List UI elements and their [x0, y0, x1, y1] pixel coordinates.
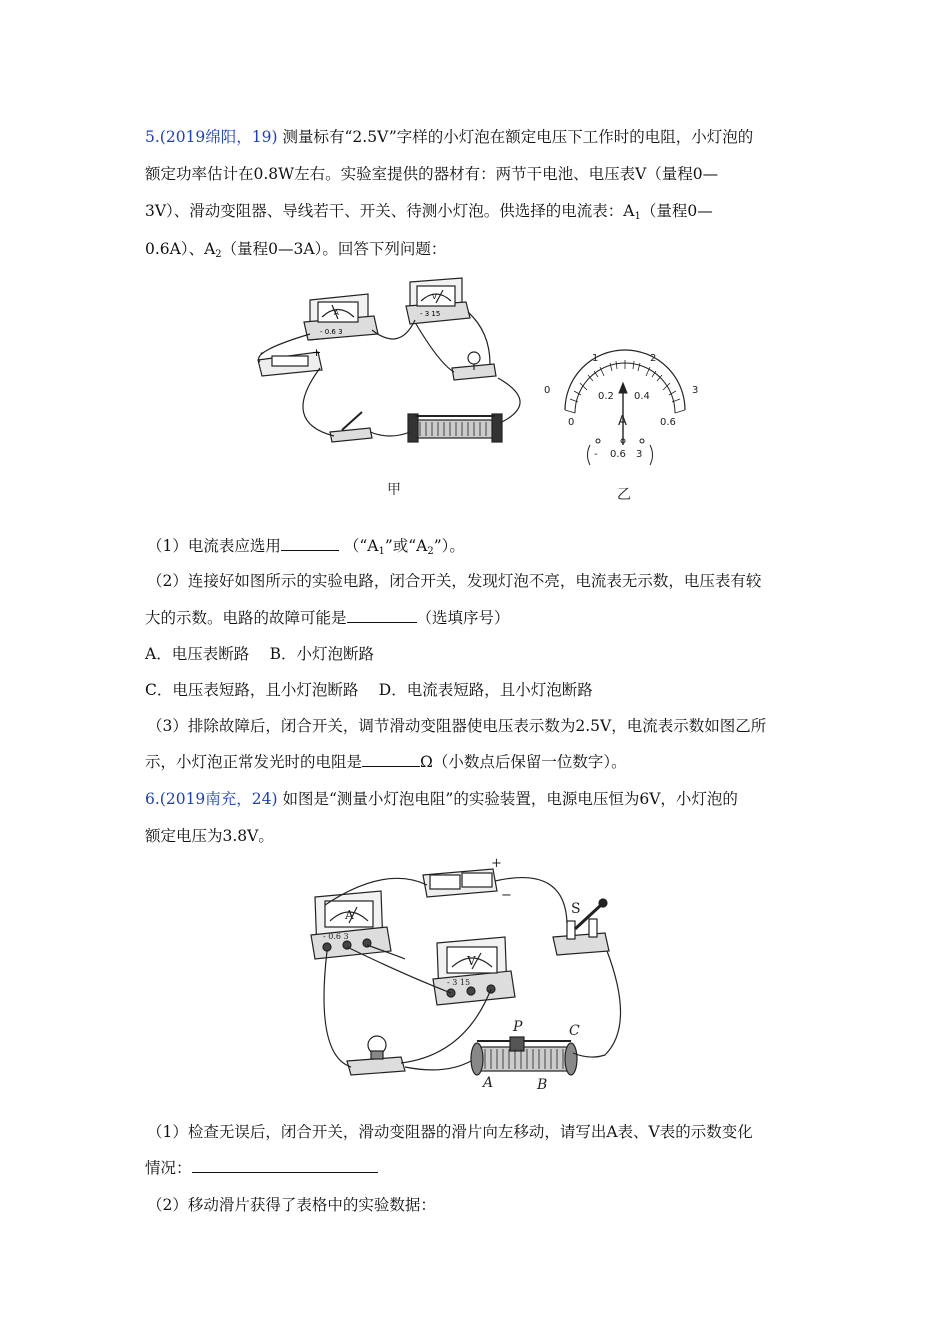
meter-top-1: 1 — [592, 353, 599, 364]
q5-voltmeter-terminals: - 3 15 — [420, 310, 441, 318]
q6-sub1-text: 情况： — [145, 1159, 192, 1177]
q6-voltmeter — [433, 937, 515, 1005]
q5-fig-caption-right: 乙 — [617, 487, 631, 503]
meter-bottom-0: 0 — [568, 417, 575, 428]
q5-sub1-sub1: 1 — [378, 546, 385, 557]
q5-sub1-text: （1）电流表应选用 — [147, 537, 281, 555]
meter-bottom-04: 0.4 — [634, 391, 650, 402]
q5-battery-plus: + — [312, 346, 322, 359]
q5-meter-dial — [530, 345, 710, 475]
q5-sub2-hint: （选填序号） — [416, 609, 510, 627]
q6-sub1-line2 — [145, 1158, 378, 1178]
q5-sub1 — [147, 536, 465, 562]
q6-B-label: B — [537, 1077, 548, 1093]
q6-battery — [423, 869, 497, 897]
q5-sub3-line2 — [145, 752, 627, 772]
q6-apparatus-figure — [305, 855, 635, 1095]
q5-line4 — [145, 239, 446, 265]
q6-switch — [553, 899, 609, 955]
q5-sub-a1: 1 — [634, 211, 641, 222]
q5-sub2-line1: （2）连接好如图所示的实验电路，闭合开关，发现灯泡不亮，电流表无示数，电压表有较 — [147, 572, 762, 590]
q5-sub3-hint: Ω（小数点后保留一位数字）。 — [420, 753, 627, 771]
q6-voltmeter-terminals: - 3 15 — [447, 978, 471, 987]
q5-sub1-sub2: 2 — [427, 546, 434, 557]
meter-unit: A — [618, 414, 627, 429]
q5-ammeter-terminals: - 0.6 3 — [320, 328, 343, 336]
q5-circuit-figure — [240, 272, 530, 452]
q6-voltmeter-label: V — [467, 954, 476, 968]
q5-ammeter-label: A — [334, 309, 339, 317]
q5-sub2-answer-blank[interactable] — [347, 608, 417, 623]
q5-options-cd: C．电压表短路，且小灯泡断路 D．电流表短路，且小灯泡断路 — [145, 681, 593, 699]
q6-ammeter-label: A — [345, 908, 354, 922]
q5-sub3-text: 示，小灯泡正常发光时的电阻是 — [145, 753, 363, 771]
q5-line2: 额定功率估计在0.8W左右。实验室提供的器材有：两节干电池、电压表V（量程0— — [145, 165, 719, 183]
q5-sub-a2: 2 — [215, 249, 222, 260]
q5-rheostat — [408, 414, 502, 442]
q5-battery-minus: - — [260, 346, 264, 359]
q5-line1 — [145, 127, 753, 147]
q6-minus-label: − — [501, 888, 512, 903]
meter-top-2: 2 — [650, 353, 657, 364]
q5-source: (2019绵阳，19) — [159, 128, 278, 146]
q5-sub1-hint-a: （“A — [343, 537, 379, 555]
meter-zero-label: 0 — [544, 385, 551, 396]
q5-voltmeter-label: V — [432, 293, 437, 301]
q6-sub2: （2）移动滑片获得了表格中的实验数据： — [147, 1196, 436, 1214]
q5-sub1-answer-blank[interactable] — [281, 536, 339, 551]
q6-A-label: A — [483, 1075, 494, 1091]
meter-top-3: 3 — [692, 385, 699, 396]
q6-number: 6. — [145, 790, 160, 808]
meter-terminal-06: 0.6 — [610, 449, 626, 460]
q6-sub1-answer-blank[interactable] — [192, 1158, 378, 1173]
q5-fig-caption-left: 甲 — [387, 482, 401, 498]
q6-rheostat — [471, 1037, 577, 1075]
q5-sub3-line1: （3）排除故障后，闭合开关，调节滑动变阻器使电压表示数为2.5V，电流表示数如图乙所 — [147, 717, 767, 735]
q6-line1 — [145, 789, 738, 809]
q5-number: 5. — [145, 128, 160, 146]
q5-switch — [330, 412, 372, 442]
q5-sub2-line2 — [145, 608, 510, 628]
meter-bottom-06: 0.6 — [660, 417, 676, 428]
q6-source: (2019南充，24) — [159, 790, 278, 808]
q6-C-label: C — [569, 1023, 580, 1039]
q6-line2: 额定电压为3.8V。 — [145, 827, 274, 845]
q5-sub1-hint-c: ”）。 — [433, 537, 465, 555]
q6-plus-label: + — [491, 856, 502, 871]
q5-sub1-hint-b: ”或“A — [384, 537, 428, 555]
q6-switch-label: S — [571, 901, 581, 917]
q6-lamp — [347, 1036, 405, 1075]
q5-sub3-answer-blank[interactable] — [362, 752, 420, 767]
q5-text-3-end: （量程0— — [640, 202, 713, 220]
q5-sub2-text: 大的示数。电路的故障可能是 — [145, 609, 347, 627]
q6-sub1-line1: （1）检查无误后，闭合开关，滑动变阻器的滑片向左移动，请写出A表、V表的示数变化 — [147, 1123, 753, 1141]
q5-text-4b: （量程0—3A）。回答下列问题： — [221, 240, 447, 258]
q5-options-ab: A．电压表断路 B．小灯泡断路 — [145, 645, 375, 663]
meter-bottom-02: 0.2 — [598, 391, 614, 402]
meter-terminal-minus: - — [594, 449, 598, 460]
q6-P-label: P — [513, 1019, 523, 1035]
q5-text-1: 测量标有“2.5V”字样的小灯泡在额定电压下工作时的电阻，小灯泡的 — [282, 128, 754, 146]
q6-text-1: 如图是“测量小灯泡电阻”的实验装置，电源电压恒为6V，小灯泡的 — [282, 790, 738, 808]
q5-line3 — [145, 201, 713, 227]
q6-ammeter-terminals: - 0.6 3 — [323, 932, 349, 941]
meter-terminal-3: 3 — [636, 449, 643, 460]
q5-text-4a: 0.6A）、A — [145, 240, 216, 258]
q5-text-3: 3V）、滑动变阻器、导线若干、开关、待测小灯泡。供选择的电流表：A — [145, 202, 635, 220]
